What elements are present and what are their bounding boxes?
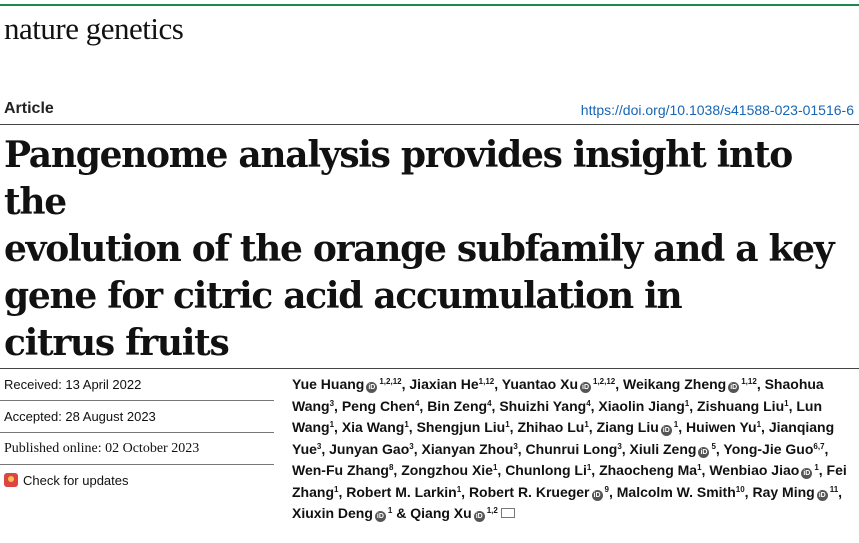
orcid-icon[interactable]: iD (376, 513, 384, 520)
author (623, 376, 757, 392)
author (617, 484, 745, 500)
affiliation-superscript: 4 (487, 398, 492, 408)
author-name[interactable]: Weikang Zheng (623, 376, 727, 392)
orcid-icon[interactable]: iD (818, 491, 826, 499)
published-date: Published online: 02 October 2023 (0, 433, 274, 465)
author (709, 462, 818, 478)
author (599, 462, 701, 478)
check-updates-button[interactable] (0, 465, 274, 496)
orcid-icon[interactable]: iD (730, 384, 738, 391)
affiliation-superscript: 3 (513, 441, 518, 451)
author-name[interactable]: Ziang Liu (596, 419, 659, 435)
affiliation-superscript: 1 (584, 420, 589, 429)
affiliation-superscript: 1,2,12 (379, 377, 402, 386)
author-name[interactable]: Zishuang Liu (697, 397, 785, 414)
journal-name: nature genetics (4, 11, 184, 46)
affiliation-superscript: 1 (684, 398, 690, 408)
author (517, 419, 588, 435)
author-name[interactable]: Ray Ming (752, 483, 815, 500)
orcid-icon[interactable]: iD (582, 384, 589, 391)
author-name[interactable]: Bin Zeng (427, 397, 488, 414)
envelope-icon[interactable] (501, 508, 515, 518)
author (329, 441, 414, 457)
author (422, 441, 518, 457)
author-name[interactable]: Huiwen Yu (686, 419, 757, 435)
author-name[interactable]: Xia Wang (341, 419, 405, 435)
accepted-date: Accepted: 28 August 2023 (0, 401, 274, 433)
author (505, 462, 591, 478)
author (686, 419, 761, 435)
title-line: Pangenome analysis provides insight into the (4, 134, 792, 223)
author (427, 398, 491, 414)
orcid-icon[interactable]: iD (475, 513, 483, 520)
author (346, 484, 461, 500)
author (598, 398, 689, 414)
author (502, 376, 615, 392)
orcid-icon[interactable]: iD (803, 470, 811, 477)
dates-panel (0, 369, 274, 496)
affiliation-superscript: 9 (604, 484, 609, 494)
affiliation-superscript: 10 (735, 484, 745, 494)
affiliation-superscript: 1,12 (478, 377, 495, 386)
author (469, 484, 609, 500)
author-name[interactable]: Yuantao Xu (501, 376, 578, 392)
author-name[interactable]: Yue Huang (292, 376, 365, 392)
author (526, 441, 622, 457)
author (342, 419, 409, 435)
affiliation-superscript: 3 (617, 441, 622, 451)
author-name[interactable]: Junyan Gao (329, 440, 410, 457)
affiliation-superscript: 1 (334, 484, 339, 494)
affiliation-superscript: 1 (814, 463, 819, 472)
title-line: citrus fruits (4, 322, 229, 364)
affiliation-superscript: 1 (456, 484, 462, 494)
author-name[interactable]: Zongzhou Xie (401, 462, 493, 478)
received-date: Received: 13 April 2022 (0, 369, 274, 401)
affiliation-superscript: 1 (329, 420, 335, 429)
author-name[interactable]: Malcolm W. Smith (616, 483, 736, 500)
author (292, 376, 402, 392)
affiliation-superscript: 4 (586, 398, 591, 408)
title-line: gene for citric acid accumulation in (4, 275, 682, 317)
author-name[interactable]: Zhaocheng Ma (599, 462, 698, 478)
author (401, 462, 497, 478)
affiliation-superscript: 1 (784, 398, 789, 408)
author-name[interactable]: Zhihao Lu (517, 419, 585, 435)
author-name[interactable]: Shengjun Liu (416, 419, 506, 435)
article-type-label: Article (4, 100, 54, 117)
author-name[interactable]: Jiaxian He (409, 376, 479, 392)
author-name[interactable]: Wenbiao Jiao (709, 462, 800, 478)
affiliation-superscript: 3 (316, 441, 322, 451)
author-name[interactable]: Shuizhi Yang (499, 397, 587, 414)
affiliation-superscript: 3 (329, 398, 335, 408)
author (342, 398, 420, 414)
author (597, 419, 679, 435)
author-name[interactable]: Xiuxin Deng (292, 505, 373, 521)
affiliation-superscript: 4 (414, 398, 420, 408)
author-name[interactable]: Fei Zhang (292, 462, 847, 500)
author (723, 441, 824, 457)
author-name[interactable]: & Qiang Xu (396, 505, 472, 521)
article-title (4, 132, 856, 367)
affiliation-superscript: 1 (492, 463, 498, 472)
author (752, 484, 838, 500)
author-name[interactable]: Xiuli Zeng (629, 440, 697, 457)
author (630, 441, 716, 457)
top-accent-line (0, 4, 859, 6)
orcid-icon[interactable]: iD (593, 491, 601, 499)
affiliation-superscript: 1,2,12 (593, 377, 616, 386)
author (292, 462, 393, 478)
orcid-icon[interactable]: iD (662, 427, 670, 434)
affiliation-superscript: 1,2 (486, 506, 498, 515)
affiliation-superscript: 1 (586, 463, 592, 472)
affiliation-superscript: 1 (404, 420, 409, 429)
author (292, 505, 392, 521)
affiliation-superscript: 1 (673, 420, 679, 429)
author-list: Yue Huang iD$^{1,2,12}$, Jiaxian He$^{1,12}$, Yuantao Xu iD$^{1,2,12}$, Weikang Zheng iD$^{1,12}$, Shaohua Wang$^3$, Peng Chen$^4$, Bin Zeng$^4$, Shuizhi Yang$^4$, Xiaolin Jiang$^1$, Zishuang Liu$^1$, Lun Wang$^1$, Xia Wang$^1$, Shengjun Liu$^1$, Zhihao Lu$^1$, Ziang Liu $iD^1$, Huiwen Yu$^1$, Jianqiang Yue$^3$, Junyan Gao$^3$, Xianyan Zhou$^3$, Chunrui Long$^3$, Xiuli Zeng $iD^5$, Yong-Jie Guo$^{6,7}$, Wen-Fu Zhang$^8$, Zongzhou Xie$^1$, Chunlong Li$^1$, Zhaocheng Ma$^1$, Wenbiao Jiao $iD^1$, Fei Zhang$^1$, Robert M. Larkin$^1$, Robert R. Krueger $iD^9$, Malcolm W. Smith$^{10}$, Ray Ming $iD^{11}$, Xiuxin Deng $iD^1$ & Qiang Xu iD$^{1,2}$ (292, 376, 847, 521)
affiliation-superscript: 3 (409, 441, 414, 451)
author (499, 398, 590, 414)
author-name[interactable]: Chunrui Long (525, 440, 618, 457)
affiliation-superscript: 6,7 (813, 441, 825, 451)
author-name[interactable]: Peng Chen (341, 397, 415, 414)
affiliation-superscript: 5 (711, 441, 716, 451)
author-name[interactable]: Robert R. Krueger (468, 483, 590, 500)
check-updates-label: Check for updates (23, 473, 129, 488)
author (409, 376, 494, 392)
affiliation-superscript: 1 (387, 506, 393, 515)
title-line: evolution of the orange subfamily and a key (4, 228, 834, 270)
author (417, 419, 510, 435)
affiliation-superscript: 8 (388, 463, 394, 472)
author-name[interactable]: Wen-Fu Zhang (292, 462, 389, 478)
author-name[interactable]: Jianqiang Yue (292, 419, 835, 457)
affiliation-superscript: 1 (697, 463, 702, 472)
author (697, 398, 789, 414)
author-name[interactable]: Xiaolin Jiang (598, 397, 685, 414)
affiliation-superscript: 11 (829, 484, 839, 494)
orcid-icon[interactable]: iD (700, 448, 708, 456)
affiliation-superscript: 1,12 (741, 377, 757, 386)
author-name[interactable]: Xianyan Zhou (421, 440, 514, 457)
author-name[interactable]: Lun Wang (292, 397, 823, 435)
check-updates-icon (4, 473, 18, 487)
author-name[interactable]: Robert M. Larkin (346, 483, 457, 500)
affiliation-superscript: 1 (756, 420, 762, 429)
author (396, 505, 515, 521)
affiliation-superscript: 1 (505, 420, 510, 429)
orcid-icon[interactable]: iD (368, 384, 376, 391)
author-name[interactable]: Chunlong Li (505, 462, 587, 478)
author-name[interactable]: Yong-Jie Guo (723, 440, 814, 457)
author-name[interactable]: Shaohua Wang (292, 376, 824, 414)
header-divider (0, 124, 859, 125)
doi-link[interactable]: https://doi.org/10.1038/s41588-023-01516-6 (580, 102, 854, 118)
